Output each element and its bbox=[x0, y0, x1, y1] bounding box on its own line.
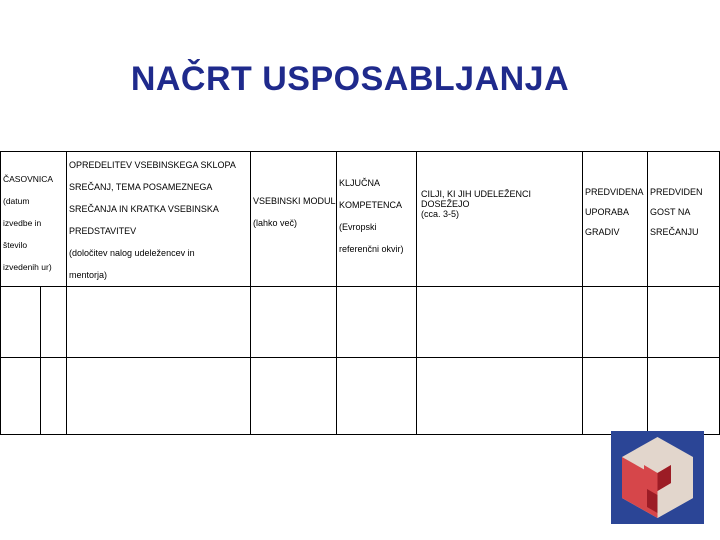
header-vsebinski-modul: VSEBINSKI MODUL (lahko več) bbox=[251, 152, 337, 287]
table-header-row bbox=[1, 152, 720, 287]
table-cell[interactable] bbox=[67, 287, 251, 358]
header-opredelitev: OPREDELITEV VSEBINSKEGA SKLOPA SREČANJ, TEMA POSAMEZNEGA SREČANJA IN KRATKA VSEBINSKA PREDSTAVITEV (določitev nalog udeležencev in mentorja) bbox=[67, 152, 251, 287]
cube-logo-icon bbox=[611, 431, 704, 524]
table-row bbox=[1, 287, 720, 358]
table-cell[interactable] bbox=[251, 287, 337, 358]
table-cell[interactable] bbox=[583, 287, 648, 358]
table-cell[interactable] bbox=[251, 358, 337, 435]
table-cell[interactable] bbox=[1, 358, 41, 435]
table-cell[interactable] bbox=[41, 358, 67, 435]
header-cilji: CILJI, KI JIH UDELEŽENCI DOSEŽEJO (cca. 3-5) bbox=[417, 152, 583, 287]
header-predviden-gost: PREDVIDEN GOST NA SREČANJU bbox=[648, 152, 720, 287]
table-cell[interactable] bbox=[417, 287, 583, 358]
table-cell[interactable] bbox=[1, 287, 41, 358]
training-plan-table bbox=[0, 151, 720, 435]
header-predvidena-uporaba: PREDVIDENA UPORABA GRADIV bbox=[583, 152, 648, 287]
table-cell[interactable] bbox=[583, 358, 648, 435]
table-cell[interactable] bbox=[67, 358, 251, 435]
table-cell[interactable] bbox=[417, 358, 583, 435]
header-kljucna-kompetenca: KLJUČNA KOMPETENCA (Evropski referenčni okvir) bbox=[337, 152, 417, 287]
table-row bbox=[1, 358, 720, 435]
table-cell[interactable] bbox=[648, 358, 720, 435]
page-title: NAČRT USPOSABLJANJA bbox=[130, 60, 570, 98]
table-cell[interactable] bbox=[648, 287, 720, 358]
table-cell[interactable] bbox=[337, 358, 417, 435]
cube-logo-svg bbox=[611, 431, 704, 524]
header-casovnica: ČASOVNICA (datum izvedbe in število izvedenih ur) bbox=[1, 152, 67, 287]
table-cell[interactable] bbox=[337, 287, 417, 358]
table-cell[interactable] bbox=[41, 287, 67, 358]
